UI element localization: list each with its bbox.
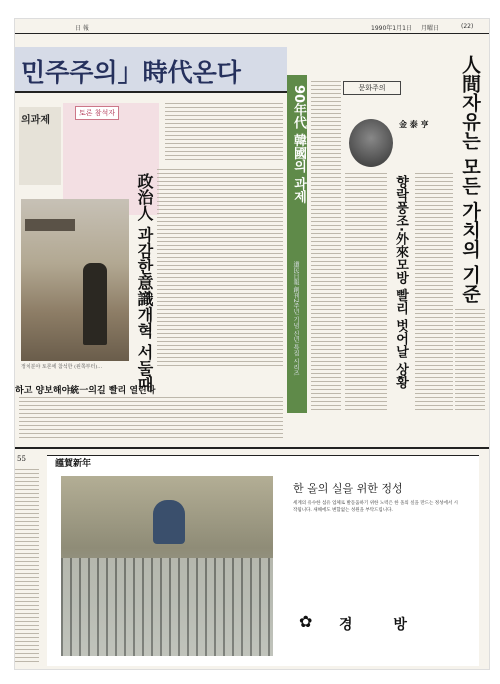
ad-body: 세계의 유수한 섬유 업체로 발돋움하기 위한 노력은 한 올의 실을 만드는 정성에서 시작됩니다. 새해에도 변함없는 성원을 부탁드립니다. [293, 501, 458, 513]
left-strip-text [15, 469, 39, 665]
culture-text-right [415, 173, 453, 411]
masthead-page: (22) [461, 23, 474, 30]
subheadline: 하고 양보해야統一의길 빨리 열린다 [15, 386, 156, 396]
article-text-column [157, 169, 283, 369]
lower-text [19, 397, 283, 441]
ad-photo-worker [153, 500, 185, 544]
series-title: 90年代 韓國의 과제 [291, 85, 306, 204]
ad-greeting: 謹賀新年 [55, 459, 92, 469]
advertisement [47, 455, 479, 666]
culture-section-label: 문화주의 [343, 81, 401, 95]
ad-photo-loom [61, 558, 273, 656]
right-headline: 人間자유는 모든 가치의 기준 [459, 55, 481, 303]
series-band [287, 75, 307, 413]
thumbnail-label: 의과제 [21, 115, 50, 126]
culture-headline: 향락풍조·外來모방 빨리 벗어날 상황 [393, 175, 408, 389]
main-headline: 민주주의」時代온다 [21, 58, 241, 87]
photo-caption: 정치분야 토론에 참석한 (왼쪽부터)... [21, 364, 103, 370]
masthead-date: 1990年1月1日 [371, 25, 412, 32]
series-subtitle: 道民日報 創刊2주년 기념 신년 특집 시리즈 [292, 261, 299, 377]
right-headline-box [457, 55, 483, 305]
newspaper-page [14, 18, 490, 670]
left-strip-number: 55 [17, 455, 26, 463]
top-rule [15, 33, 489, 34]
politics-headline: 政治人 과감한意識개혁 서둘때 [135, 173, 154, 393]
flower-logo-icon: ✿ [299, 612, 313, 631]
section-rule [15, 447, 489, 449]
right-text [455, 309, 485, 411]
ad-title: 한 올의 실을 위한 정성 [293, 482, 403, 495]
headline-band [15, 47, 287, 93]
photo-roof [25, 219, 75, 231]
photo-figure [83, 263, 107, 345]
ad-photo [61, 476, 273, 656]
author-name: 金 泰 亨 [399, 119, 429, 129]
masthead-day: 月曜日 [421, 25, 440, 32]
thumbnail [19, 107, 61, 185]
culture-text [345, 173, 387, 411]
masthead [15, 19, 489, 33]
participants-tag: 토론 참석자 [75, 106, 119, 120]
masthead-paper: 日 報 [75, 25, 89, 32]
news-photo [21, 199, 129, 361]
ad-brand: 경 방 [339, 617, 425, 633]
culture-text-left [311, 81, 341, 411]
article-text-top [165, 103, 283, 163]
left-strip [15, 455, 41, 665]
author-portrait [349, 119, 393, 167]
